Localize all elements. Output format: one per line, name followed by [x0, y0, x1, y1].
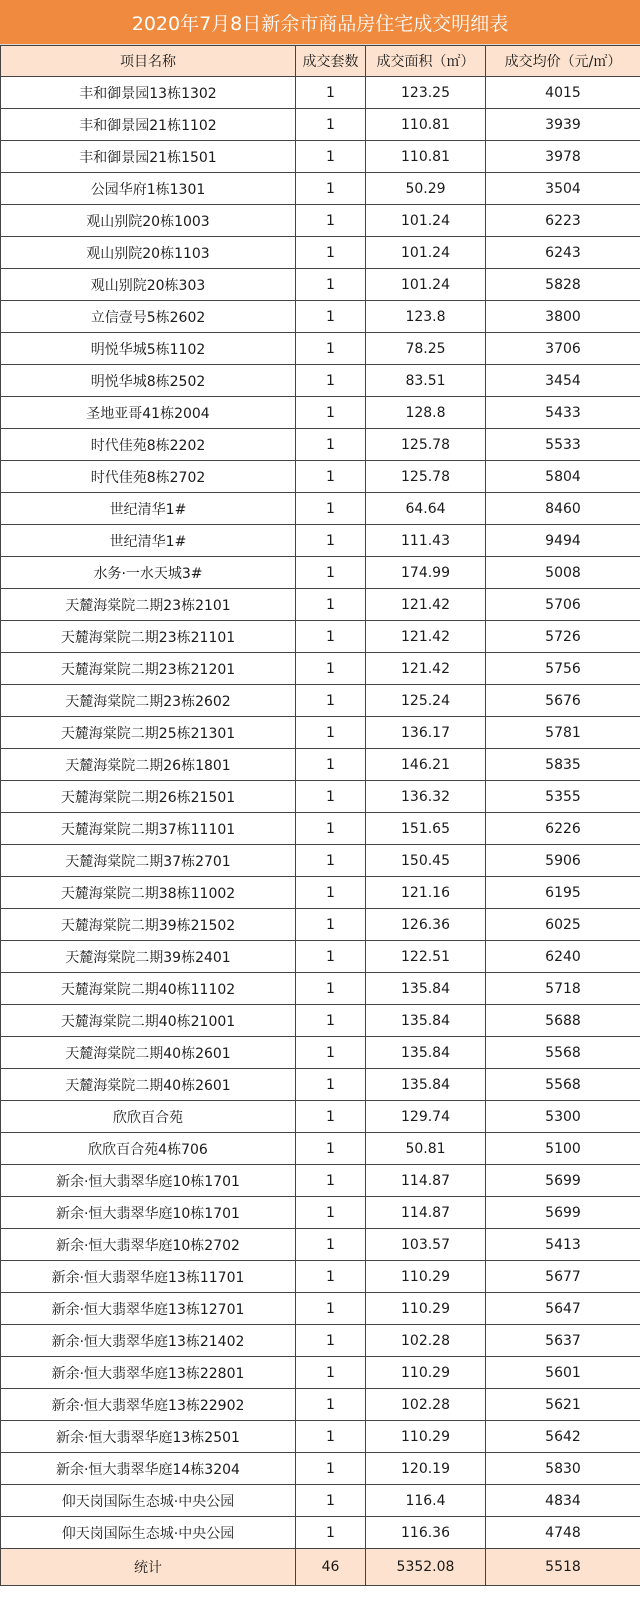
- table-row: [1, 1293, 640, 1325]
- cell-units: 1: [296, 333, 366, 365]
- table-row: [1, 1229, 640, 1261]
- cell-area: 121.42: [366, 621, 486, 653]
- cell-avg-price: 5637: [486, 1325, 640, 1357]
- cell-units: 1: [296, 749, 366, 781]
- table-row: [1, 269, 640, 301]
- cell-project-name: 立信壹号5栋2602: [1, 301, 296, 333]
- cell-avg-price: 5830: [486, 1453, 640, 1485]
- cell-area: 101.24: [366, 205, 486, 237]
- cell-avg-price: 6195: [486, 877, 640, 909]
- cell-area: 83.51: [366, 365, 486, 397]
- cell-avg-price: 6025: [486, 909, 640, 941]
- cell-avg-price: 5355: [486, 781, 640, 813]
- table-row: [1, 1037, 640, 1069]
- table-row: [1, 397, 640, 429]
- cell-avg-price: 5726: [486, 621, 640, 653]
- cell-units: 1: [296, 813, 366, 845]
- cell-area: 146.21: [366, 749, 486, 781]
- table-row: [1, 1069, 640, 1101]
- table-row: [1, 1357, 640, 1389]
- cell-area: 110.29: [366, 1357, 486, 1389]
- cell-units: 1: [296, 141, 366, 173]
- cell-units: 1: [296, 1229, 366, 1261]
- cell-units: 1: [296, 781, 366, 813]
- cell-project-name: 新余·恒大翡翠华庭13栋21402: [1, 1325, 296, 1357]
- table-row: [1, 973, 640, 1005]
- cell-project-name: 天麓海棠院二期23栋21101: [1, 621, 296, 653]
- cell-units: 1: [296, 909, 366, 941]
- cell-area: 64.64: [366, 493, 486, 525]
- header-project-name: 项目名称: [1, 46, 296, 77]
- cell-avg-price: 5828: [486, 269, 640, 301]
- cell-area: 101.24: [366, 269, 486, 301]
- cell-units: 1: [296, 1165, 366, 1197]
- header-units-sold: 成交套数: [296, 46, 366, 77]
- cell-units: 1: [296, 717, 366, 749]
- total-area: 5352.08: [366, 1549, 486, 1586]
- cell-area: 111.43: [366, 525, 486, 557]
- cell-area: 126.36: [366, 909, 486, 941]
- cell-avg-price: 9494: [486, 525, 640, 557]
- header-area: 成交面积（㎡）: [366, 46, 486, 77]
- cell-avg-price: 5718: [486, 973, 640, 1005]
- cell-project-name: 新余·恒大翡翠华庭10栋1701: [1, 1165, 296, 1197]
- table-row: [1, 941, 640, 973]
- table-row: [1, 1133, 640, 1165]
- table-row: [1, 333, 640, 365]
- cell-units: 1: [296, 1485, 366, 1517]
- cell-units: 1: [296, 365, 366, 397]
- cell-area: 114.87: [366, 1197, 486, 1229]
- cell-avg-price: 6226: [486, 813, 640, 845]
- cell-area: 78.25: [366, 333, 486, 365]
- table-row: [1, 205, 640, 237]
- page-title: 2020年7月8日新余市商品房住宅成交明细表: [0, 0, 640, 45]
- cell-units: 1: [296, 109, 366, 141]
- cell-units: 1: [296, 77, 366, 109]
- cell-units: 1: [296, 429, 366, 461]
- cell-avg-price: 5688: [486, 1005, 640, 1037]
- cell-project-name: 天麓海棠院二期23栋21201: [1, 653, 296, 685]
- table-row: [1, 1325, 640, 1357]
- cell-avg-price: 5568: [486, 1037, 640, 1069]
- table-row: [1, 141, 640, 173]
- cell-area: 110.81: [366, 109, 486, 141]
- cell-project-name: 圣地亚哥41栋2004: [1, 397, 296, 429]
- cell-area: 116.4: [366, 1485, 486, 1517]
- table-row: [1, 1005, 640, 1037]
- table-row: [1, 109, 640, 141]
- table-row: [1, 301, 640, 333]
- cell-project-name: 观山别院20栋1103: [1, 237, 296, 269]
- cell-project-name: 明悦华城8栋2502: [1, 365, 296, 397]
- cell-area: 125.78: [366, 461, 486, 493]
- cell-project-name: 新余·恒大翡翠华庭13栋22801: [1, 1357, 296, 1389]
- cell-avg-price: 5642: [486, 1421, 640, 1453]
- table-row: [1, 1517, 640, 1549]
- cell-project-name: 时代佳苑8栋2702: [1, 461, 296, 493]
- cell-project-name: 天麓海棠院二期40栋11102: [1, 973, 296, 1005]
- table-row: [1, 525, 640, 557]
- cell-avg-price: 6243: [486, 237, 640, 269]
- cell-units: 1: [296, 1517, 366, 1549]
- total-label: 统计: [1, 1549, 296, 1586]
- cell-avg-price: 5601: [486, 1357, 640, 1389]
- cell-project-name: 天麓海棠院二期25栋21301: [1, 717, 296, 749]
- cell-area: 150.45: [366, 845, 486, 877]
- table-body: [1, 77, 640, 1549]
- cell-area: 110.29: [366, 1421, 486, 1453]
- cell-area: 125.24: [366, 685, 486, 717]
- cell-avg-price: 6223: [486, 205, 640, 237]
- table-row: [1, 461, 640, 493]
- cell-area: 151.65: [366, 813, 486, 845]
- cell-area: 174.99: [366, 557, 486, 589]
- cell-avg-price: 5413: [486, 1229, 640, 1261]
- cell-units: 1: [296, 1389, 366, 1421]
- table-row: [1, 653, 640, 685]
- cell-area: 120.19: [366, 1453, 486, 1485]
- cell-project-name: 欣欣百合苑: [1, 1101, 296, 1133]
- cell-area: 135.84: [366, 1037, 486, 1069]
- table-row: [1, 493, 640, 525]
- cell-units: 1: [296, 1037, 366, 1069]
- cell-avg-price: 5008: [486, 557, 640, 589]
- cell-avg-price: 5100: [486, 1133, 640, 1165]
- cell-project-name: 天麓海棠院二期39栋21502: [1, 909, 296, 941]
- cell-units: 1: [296, 1261, 366, 1293]
- cell-avg-price: 4015: [486, 77, 640, 109]
- table-row: [1, 685, 640, 717]
- table-row: [1, 77, 640, 109]
- cell-project-name: 明悦华城5栋1102: [1, 333, 296, 365]
- cell-avg-price: 8460: [486, 493, 640, 525]
- table-row: [1, 1453, 640, 1485]
- cell-project-name: 新余·恒大翡翠华庭13栋12701: [1, 1293, 296, 1325]
- cell-area: 125.78: [366, 429, 486, 461]
- table-row: [1, 877, 640, 909]
- cell-project-name: 天麓海棠院二期26栋1801: [1, 749, 296, 781]
- cell-project-name: 世纪清华1#: [1, 493, 296, 525]
- cell-project-name: 天麓海棠院二期23栋2101: [1, 589, 296, 621]
- cell-area: 123.8: [366, 301, 486, 333]
- cell-area: 122.51: [366, 941, 486, 973]
- cell-project-name: 天麓海棠院二期40栋2601: [1, 1037, 296, 1069]
- cell-project-name: 欣欣百合苑4栋706: [1, 1133, 296, 1165]
- cell-avg-price: 5706: [486, 589, 640, 621]
- cell-units: 1: [296, 173, 366, 205]
- table-header-row: [1, 46, 640, 77]
- cell-area: 50.81: [366, 1133, 486, 1165]
- table-row: [1, 173, 640, 205]
- cell-area: 102.28: [366, 1389, 486, 1421]
- cell-area: 121.42: [366, 589, 486, 621]
- cell-avg-price: 3939: [486, 109, 640, 141]
- table-row: [1, 749, 640, 781]
- cell-units: 1: [296, 685, 366, 717]
- cell-area: 136.17: [366, 717, 486, 749]
- cell-avg-price: 5621: [486, 1389, 640, 1421]
- cell-area: 128.8: [366, 397, 486, 429]
- header-avg-price: 成交均价（元/㎡）: [486, 46, 640, 77]
- cell-project-name: 天麓海棠院二期37栋2701: [1, 845, 296, 877]
- table-row: [1, 1485, 640, 1517]
- cell-units: 1: [296, 493, 366, 525]
- cell-avg-price: 5677: [486, 1261, 640, 1293]
- table-row: [1, 1197, 640, 1229]
- cell-project-name: 新余·恒大翡翠华庭13栋11701: [1, 1261, 296, 1293]
- cell-area: 102.28: [366, 1325, 486, 1357]
- cell-project-name: 观山别院20栋1003: [1, 205, 296, 237]
- table-row: [1, 1101, 640, 1133]
- cell-project-name: 丰和御景园21栋1102: [1, 109, 296, 141]
- cell-project-name: 新余·恒大翡翠华庭14栋3204: [1, 1453, 296, 1485]
- cell-project-name: 天麓海棠院二期37栋11101: [1, 813, 296, 845]
- table-row: [1, 429, 640, 461]
- cell-project-name: 观山别院20栋303: [1, 269, 296, 301]
- cell-avg-price: 5781: [486, 717, 640, 749]
- cell-project-name: 新余·恒大翡翠华庭10栋1701: [1, 1197, 296, 1229]
- cell-avg-price: 5300: [486, 1101, 640, 1133]
- cell-project-name: 天麓海棠院二期38栋11002: [1, 877, 296, 909]
- cell-avg-price: 5906: [486, 845, 640, 877]
- cell-area: 123.25: [366, 77, 486, 109]
- cell-avg-price: 5676: [486, 685, 640, 717]
- cell-units: 1: [296, 1005, 366, 1037]
- cell-area: 110.29: [366, 1293, 486, 1325]
- transaction-table: [0, 45, 640, 1586]
- cell-avg-price: 3978: [486, 141, 640, 173]
- cell-units: 1: [296, 237, 366, 269]
- cell-area: 135.84: [366, 973, 486, 1005]
- cell-units: 1: [296, 1325, 366, 1357]
- table-row: [1, 1389, 640, 1421]
- table-row: [1, 365, 640, 397]
- cell-area: 110.29: [366, 1261, 486, 1293]
- cell-units: 1: [296, 973, 366, 1005]
- table-row: [1, 237, 640, 269]
- total-row: [1, 1549, 640, 1586]
- table-row: [1, 589, 640, 621]
- cell-units: 1: [296, 1133, 366, 1165]
- cell-area: 121.16: [366, 877, 486, 909]
- table-row: [1, 1261, 640, 1293]
- cell-avg-price: 5756: [486, 653, 640, 685]
- cell-units: 1: [296, 1101, 366, 1133]
- total-avg-price: 5518: [486, 1549, 640, 1586]
- cell-units: 1: [296, 1453, 366, 1485]
- cell-project-name: 世纪清华1#: [1, 525, 296, 557]
- cell-avg-price: 5568: [486, 1069, 640, 1101]
- cell-avg-price: 5804: [486, 461, 640, 493]
- cell-units: 1: [296, 461, 366, 493]
- cell-avg-price: 3800: [486, 301, 640, 333]
- cell-avg-price: 3504: [486, 173, 640, 205]
- cell-units: 1: [296, 877, 366, 909]
- cell-avg-price: 6240: [486, 941, 640, 973]
- cell-avg-price: 3706: [486, 333, 640, 365]
- cell-project-name: 仰天岗国际生态城·中央公园: [1, 1485, 296, 1517]
- cell-avg-price: 5699: [486, 1197, 640, 1229]
- cell-units: 1: [296, 1069, 366, 1101]
- cell-project-name: 天麓海棠院二期23栋2602: [1, 685, 296, 717]
- cell-area: 121.42: [366, 653, 486, 685]
- cell-units: 1: [296, 589, 366, 621]
- cell-area: 103.57: [366, 1229, 486, 1261]
- cell-project-name: 时代佳苑8栋2202: [1, 429, 296, 461]
- cell-area: 50.29: [366, 173, 486, 205]
- cell-units: 1: [296, 1421, 366, 1453]
- cell-units: 1: [296, 845, 366, 877]
- table-row: [1, 621, 640, 653]
- cell-units: 1: [296, 301, 366, 333]
- cell-units: 1: [296, 557, 366, 589]
- cell-units: 1: [296, 525, 366, 557]
- table-row: [1, 813, 640, 845]
- cell-project-name: 丰和御景园13栋1302: [1, 77, 296, 109]
- cell-area: 129.74: [366, 1101, 486, 1133]
- cell-units: 1: [296, 653, 366, 685]
- cell-avg-price: 5433: [486, 397, 640, 429]
- cell-project-name: 天麓海棠院二期39栋2401: [1, 941, 296, 973]
- cell-avg-price: 5533: [486, 429, 640, 461]
- cell-project-name: 公园华府1栋1301: [1, 173, 296, 205]
- cell-area: 135.84: [366, 1069, 486, 1101]
- cell-units: 1: [296, 205, 366, 237]
- cell-project-name: 仰天岗国际生态城·中央公园: [1, 1517, 296, 1549]
- cell-area: 136.32: [366, 781, 486, 813]
- cell-avg-price: 5647: [486, 1293, 640, 1325]
- cell-avg-price: 3454: [486, 365, 640, 397]
- cell-area: 116.36: [366, 1517, 486, 1549]
- table-row: [1, 1165, 640, 1197]
- cell-area: 135.84: [366, 1005, 486, 1037]
- cell-project-name: 天麓海棠院二期40栋2601: [1, 1069, 296, 1101]
- table-row: [1, 781, 640, 813]
- cell-project-name: 新余·恒大翡翠华庭13栋22902: [1, 1389, 296, 1421]
- cell-project-name: 新余·恒大翡翠华庭13栋2501: [1, 1421, 296, 1453]
- cell-avg-price: 5835: [486, 749, 640, 781]
- cell-area: 114.87: [366, 1165, 486, 1197]
- cell-avg-price: 5699: [486, 1165, 640, 1197]
- cell-area: 101.24: [366, 237, 486, 269]
- table-row: [1, 557, 640, 589]
- cell-project-name: 天麓海棠院二期40栋21001: [1, 1005, 296, 1037]
- table-row: [1, 1421, 640, 1453]
- cell-project-name: 天麓海棠院二期26栋21501: [1, 781, 296, 813]
- cell-units: 1: [296, 1357, 366, 1389]
- total-units: 46: [296, 1549, 366, 1586]
- cell-units: 1: [296, 269, 366, 301]
- table-row: [1, 845, 640, 877]
- table-row: [1, 909, 640, 941]
- cell-units: 1: [296, 941, 366, 973]
- cell-project-name: 新余·恒大翡翠华庭10栋2702: [1, 1229, 296, 1261]
- cell-units: 1: [296, 1293, 366, 1325]
- cell-units: 1: [296, 1197, 366, 1229]
- cell-project-name: 水务·一水天城3#: [1, 557, 296, 589]
- cell-avg-price: 4834: [486, 1485, 640, 1517]
- table-row: [1, 717, 640, 749]
- cell-avg-price: 4748: [486, 1517, 640, 1549]
- cell-area: 110.81: [366, 141, 486, 173]
- cell-units: 1: [296, 621, 366, 653]
- cell-units: 1: [296, 397, 366, 429]
- cell-project-name: 丰和御景园21栋1501: [1, 141, 296, 173]
